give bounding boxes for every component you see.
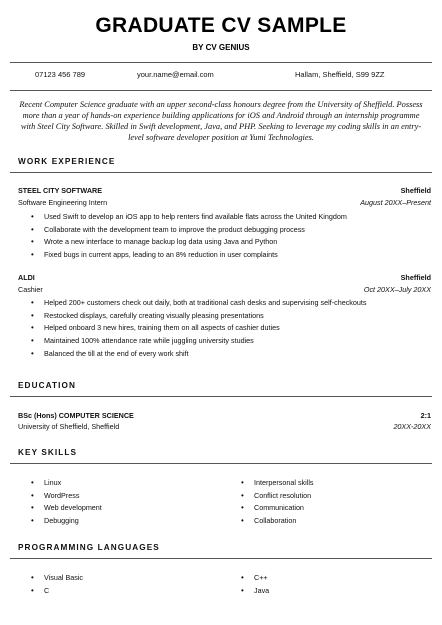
education-degree: BSc (Hons) COMPUTER SCIENCE (18, 411, 134, 420)
job-company: ALDI (18, 273, 35, 282)
list-item: • Fixed bugs in current apps, leading to an 8% reduction in user complaints (18, 250, 347, 263)
job-bullets-aldi (18, 298, 366, 361)
section-rule (10, 396, 432, 397)
contact-address: Hallam, Sheffield, S99 9ZZ (295, 70, 385, 79)
job-dates: August 20XX–Present (360, 198, 431, 207)
skills-list-right (228, 478, 314, 529)
job-company: STEEL CITY SOFTWARE (18, 186, 102, 195)
job-location: Sheffield (400, 186, 431, 195)
contact-phone: 07123 456 789 (35, 70, 86, 79)
list-item: • Restocked displays, carefully creating visually pleasing presentations (18, 311, 366, 324)
byline: BY CV GENIUS (192, 43, 250, 52)
divider (10, 90, 432, 91)
section-heading-key-skills: KEY SKILLS (18, 448, 78, 457)
list-item: • Web development (18, 503, 102, 516)
list-item: • Interpersonal skills (228, 478, 314, 491)
list-item: • Helped 200+ customers check out daily, both at traditional cash desks and supervising self-checkouts (18, 298, 366, 311)
list-item: • WordPress (18, 491, 102, 504)
education-dates: 20XX-20XX (393, 422, 431, 431)
section-heading-work-experience: WORK EXPERIENCE (18, 157, 116, 166)
list-item: • C++ (228, 573, 269, 586)
divider (10, 62, 432, 63)
list-item: • Maintained 100% attendance rate while juggling university studies (18, 336, 366, 349)
skills-list-left (18, 478, 102, 529)
list-item: • C (18, 586, 83, 599)
languages-list-right (228, 573, 269, 598)
list-item: • Used Swift to develop an iOS app to help renters find available flats across the United Kingdom (18, 212, 347, 225)
list-item: • Visual Basic (18, 573, 83, 586)
education-school: University of Sheffield, Sheffield (18, 422, 120, 431)
list-item: • Helped onboard 3 new hires, training them on all aspects of cashier duties (18, 323, 366, 336)
list-item: • Balanced the till at the end of every work shift (18, 349, 366, 362)
job-role: Software Engineering Intern (18, 198, 108, 207)
section-heading-programming-languages: PROGRAMMING LANGUAGES (18, 543, 160, 552)
education-grade: 2:1 (420, 411, 431, 420)
list-item: • Linux (18, 478, 102, 491)
list-item: • Wrote a new interface to manage backup log data using Java and Python (18, 237, 347, 250)
list-item: • Communication (228, 503, 314, 516)
list-item: • Java (228, 586, 269, 599)
section-heading-education: EDUCATION (18, 381, 76, 390)
languages-list-left (18, 573, 83, 598)
profile-summary: Recent Computer Science graduate with an upper second-class honours degree from the University of Sheffield. Possess more than a year of hands-on experience building applications for iOS and Android through an internship programme with Steel City Software. Skilled in Swift development, Java, and PHP. Seeking to leverage my coding skills in an entry-level software developer position at Yumi Technologies. (19, 100, 423, 142)
job-dates: Oct 20XX–July 20XX (363, 285, 431, 294)
job-bullets-steel-city (18, 212, 347, 263)
section-rule (10, 172, 432, 173)
job-role: Cashier (18, 285, 43, 294)
page-title: GRADUATE CV SAMPLE (95, 14, 347, 37)
list-item: • Debugging (18, 516, 102, 529)
list-item: • Collaboration (228, 516, 314, 529)
list-item: • Conflict resolution (228, 491, 314, 504)
section-rule (10, 558, 432, 559)
contact-email: your.name@email.com (137, 70, 214, 79)
job-location: Sheffield (400, 273, 431, 282)
list-item: • Collaborate with the development team to improve the product debugging process (18, 225, 347, 238)
section-rule (10, 463, 432, 464)
